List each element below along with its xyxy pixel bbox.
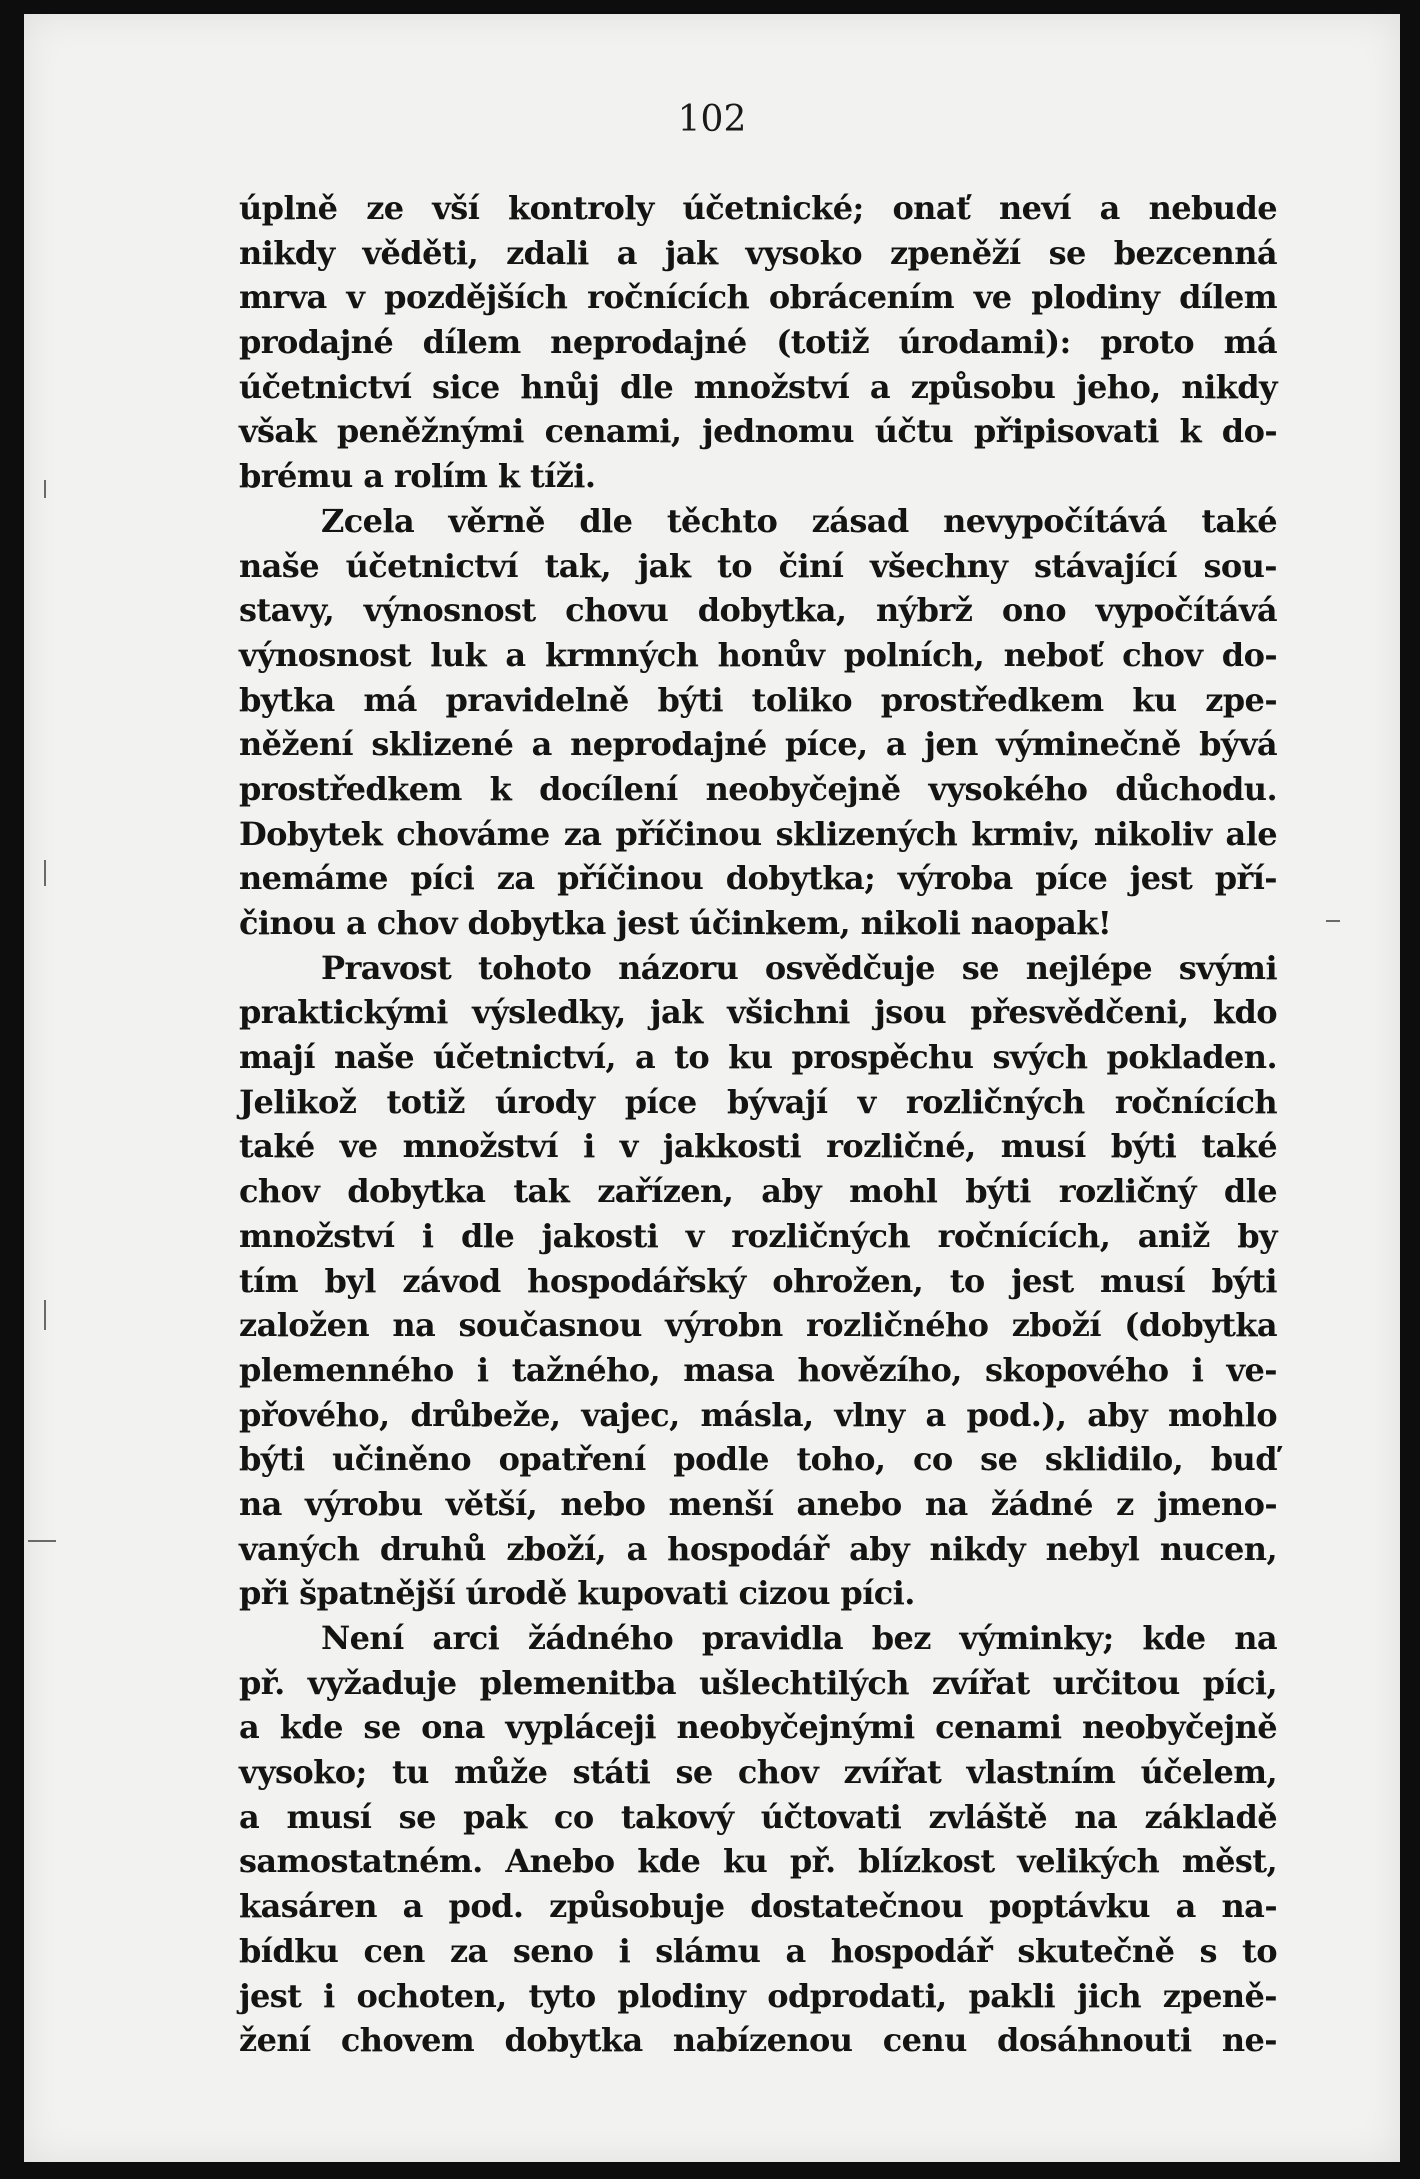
text-line: výnosnost luk a krmných honův polních, neboť chov do- <box>239 635 1277 674</box>
text-line: př. vyžaduje plemenitba ušlechtilých zvířat určitou píci, <box>239 1663 1277 1702</box>
text-line: stavy, výnosnost chovu dobytka, nýbrž ono vypočítává <box>239 591 1277 630</box>
text-line: vaných druhů zboží, a hospodář aby nikdy nebyl nucen, <box>239 1529 1277 1568</box>
text-line: Jelikož totiž úrody píce bývají v rozličných ročnících <box>239 1082 1277 1121</box>
text-line: samostatném. Anebo kde ku př. blízkost velikých měst, <box>239 1842 1277 1881</box>
paragraph-start-line: Není arci žádného pravidla bez výminky; kde na <box>321 1619 1277 1657</box>
text-line: Dobytek chováme za příčinou sklizených krmiv, nikoliv ale <box>239 814 1277 853</box>
text-line: vysoko; tu může státi se chov zvířat vlastním účelem, <box>239 1753 1277 1792</box>
scan-mark <box>1326 920 1340 922</box>
scan-mark <box>44 1300 46 1330</box>
text-line: prostředkem k docílení neobyčejně vysokého důchodu. <box>239 769 1277 808</box>
text-line: nikdy věděti, zdali a jak vysoko zpeněží se bezcenná <box>239 233 1277 272</box>
text-line: brému a rolím k tíži. <box>239 457 596 496</box>
paragraph-start-line: Pravost tohoto názoru osvědčuje se nejlépe svými <box>321 948 1277 987</box>
text-line: prodajné dílem neprodajné (totiž úrodami): proto má <box>239 323 1277 362</box>
scan-mark <box>28 1540 56 1542</box>
text-line: kasáren a pod. způsobuje dostatečnou poptávku a na- <box>239 1887 1277 1926</box>
text-line: při špatnější úrodě kupovati cizou píci. <box>239 1574 915 1613</box>
text-line: tím byl závod hospodářský ohrožen, to jest musí býti <box>239 1261 1277 1300</box>
page-number: 102 <box>677 99 747 140</box>
text-line: založen na současnou výrobn rozličného zboží (dobytka <box>239 1306 1277 1345</box>
text-line: jest i ochoten, tyto plodiny odprodati, pakli jich zpeně- <box>239 1976 1277 2015</box>
text-line: býti učiněno opatření podle toho, co se sklidilo, buď <box>239 1440 1277 1479</box>
text-line: a kde se ona vypláceji neobyčejnými cenami neobyčejně <box>239 1708 1277 1747</box>
text-line: také ve množství i v jakkosti rozličné, musí býti také <box>239 1127 1277 1166</box>
text-line: naše účetnictví tak, jak to činí všechny stávající sou- <box>239 546 1277 585</box>
text-line: úplně ze vší kontroly účetnické; onať neví a nebude <box>239 189 1277 227</box>
text-line: na výrobu větší, nebo menší anebo na žádné z jmeno- <box>239 1484 1277 1523</box>
text-line: však peněžnými cenami, jednomu účtu připisovati k do- <box>239 412 1277 451</box>
text-line: praktickými výsledky, jak všichni jsou přesvědčeni, kdo <box>239 993 1277 1032</box>
paragraph-start-line: Zcela věrně dle těchto zásad nevypočítává také <box>321 501 1277 540</box>
text-line: bídku cen za seno i slámu a hospodář skutečně s to <box>239 1931 1277 1970</box>
scan-mark <box>44 480 46 498</box>
text-line: chov dobytka tak zařízen, aby mohl býti rozličný dle <box>239 1172 1277 1211</box>
text-line: a musí se pak co takový účtovati zvláště na základě <box>239 1797 1277 1836</box>
text-line: mají naše účetnictví, a to ku prospěchu svých pokladen. <box>239 1038 1277 1077</box>
text-line: nemáme píci za příčinou dobytka; výroba píce jest pří- <box>239 859 1277 898</box>
text-line: účetnictví sice hnůj dle množství a způsobu jeho, nikdy <box>239 367 1277 406</box>
text-line: žení chovem dobytka nabízenou cenu dosáhnouti ne- <box>239 2021 1277 2060</box>
text-line: něžení sklizené a neprodajné píce, a jen výminečně bývá <box>239 725 1277 764</box>
text-line: přového, drůbeže, vajec, másla, vlny a pod.), aby mohlo <box>239 1395 1277 1434</box>
text-line: činou a chov dobytka jest účinkem, nikoli naopak! <box>239 904 1112 942</box>
scan-mark <box>44 860 46 886</box>
text-line: plemenného i tažného, masa hovězího, skopového i ve- <box>239 1350 1277 1389</box>
text-line: množství i dle jakosti v rozličných ročnících, aniž by <box>239 1216 1277 1255</box>
text-line: mrva v pozdějších ročnících obrácením ve plodiny dílem <box>239 278 1277 317</box>
text-line: bytka má pravidelně býti toliko prostředkem ku zpe- <box>239 680 1277 719</box>
body-text <box>239 186 1277 2063</box>
